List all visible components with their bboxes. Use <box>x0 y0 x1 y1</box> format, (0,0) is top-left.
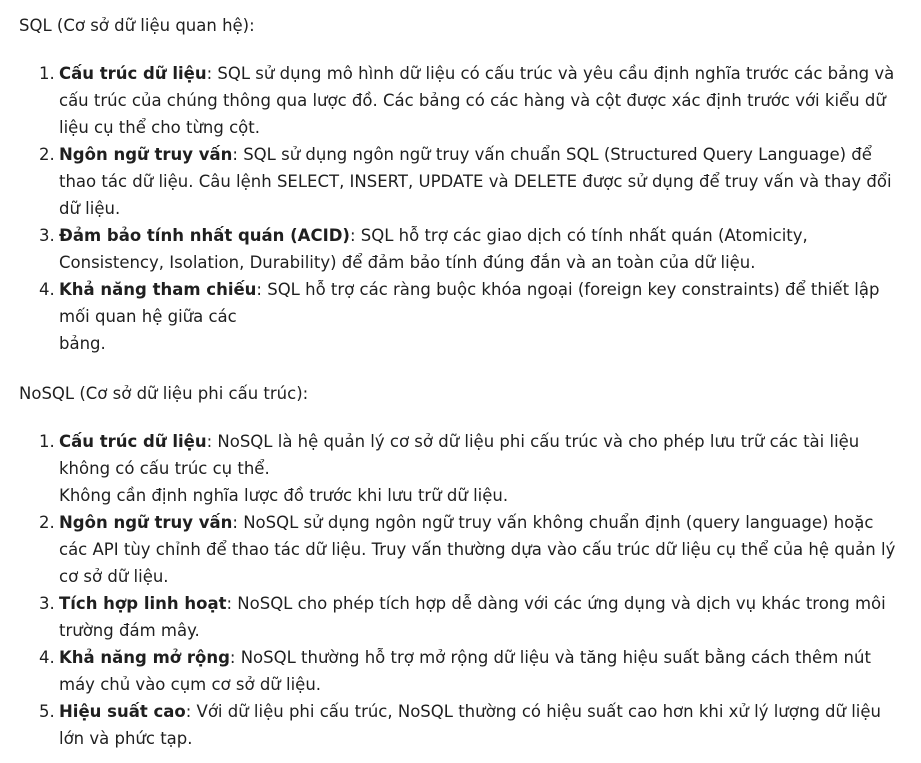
item-text: : SQL hỗ trợ các ràng buộc khóa ngoại (foreign key constraints) để thiết lập mối quan hệ giữa các <box>59 280 880 326</box>
sql-list <box>19 60 903 357</box>
item-text: : SQL hỗ trợ các giao dịch có tính nhất quán (Atomicity, Consistency, Isolation, Durability) để đảm bảo tính đúng đắn và an toàn của dữ liệu. <box>59 226 808 272</box>
item-term: Khả năng tham chiếu <box>59 280 257 299</box>
list-number: 2. <box>39 145 55 164</box>
list-number: 4. <box>39 280 55 299</box>
item-term: Hiệu suất cao <box>59 702 186 721</box>
item-text: : NoSQL thường hỗ trợ mở rộng dữ liệu và tăng hiệu suất bằng cách thêm nút máy chủ vào cụm cơ sở dữ liệu. <box>59 648 871 694</box>
item-term: Cấu trúc dữ liệu <box>59 432 207 451</box>
item-text: : NoSQL sử dụng ngôn ngữ truy vấn không chuẩn định (query language) hoặc các API tùy chỉnh để thao tác dữ liệu. Truy vấn thường dựa vào cấu trúc dữ liệu cụ thể của hệ quản lý cơ sở dữ liệu. <box>59 513 896 586</box>
item-term: Khả năng mở rộng <box>59 648 230 667</box>
item-term: Cấu trúc dữ liệu <box>59 64 207 83</box>
item-text-continuation: Không cần định nghĩa lược đồ trước khi lưu trữ dữ liệu. <box>59 486 509 505</box>
list-item <box>39 644 903 698</box>
item-text: : Với dữ liệu phi cấu trúc, NoSQL thường có hiệu suất cao hơn khi xử lý lượng dữ liệu lớn và phức tạp. <box>59 702 881 748</box>
list-item <box>39 590 903 644</box>
list-item <box>39 276 903 357</box>
item-term: Ngôn ngữ truy vấn <box>59 513 233 532</box>
list-item <box>39 60 903 141</box>
list-item <box>39 698 903 752</box>
list-number: 1. <box>39 64 55 83</box>
list-item <box>39 509 903 590</box>
item-text: : NoSQL cho phép tích hợp dễ dàng với các ứng dụng và dịch vụ khác trong môi trường đám mây. <box>59 594 886 640</box>
item-text: : NoSQL là hệ quản lý cơ sở dữ liệu phi cấu trúc và cho phép lưu trữ các tài liệu không có cấu trúc cụ thể. <box>59 432 860 478</box>
nosql-section-title: NoSQL (Cơ sở dữ liệu phi cấu trúc): <box>19 384 309 403</box>
item-term: Tích hợp linh hoạt <box>59 594 227 613</box>
list-number: 3. <box>39 594 55 613</box>
list-number: 2. <box>39 513 55 532</box>
list-number: 3. <box>39 226 55 245</box>
section-gap <box>19 357 903 376</box>
list-number: 5. <box>39 702 55 721</box>
list-item <box>39 222 903 276</box>
item-term: Ngôn ngữ truy vấn <box>59 145 233 164</box>
list-item <box>39 428 903 509</box>
sql-section-title: SQL (Cơ sở dữ liệu quan hệ): <box>19 16 255 35</box>
item-text: : SQL sử dụng mô hình dữ liệu có cấu trúc và yêu cầu định nghĩa trước các bảng và cấu trúc của chúng thông qua lược đồ. Các bảng có các hàng và cột được xác định trước với kiểu dữ liệu cụ thể cho từng cột. <box>59 64 895 137</box>
item-text: : SQL sử dụng ngôn ngữ truy vấn chuẩn SQL (Structured Query Language) để thao tác dữ liệu. Câu lệnh SELECT, INSERT, UPDATE và DELETE được sử dụng để truy vấn và thay đổi dữ liệu. <box>59 145 892 218</box>
list-number: 1. <box>39 432 55 451</box>
nosql-list <box>19 428 903 752</box>
list-item <box>39 141 903 222</box>
list-number: 4. <box>39 648 55 667</box>
item-text-continuation: bảng. <box>59 334 106 353</box>
item-term: Đảm bảo tính nhất quán (ACID) <box>59 226 350 245</box>
